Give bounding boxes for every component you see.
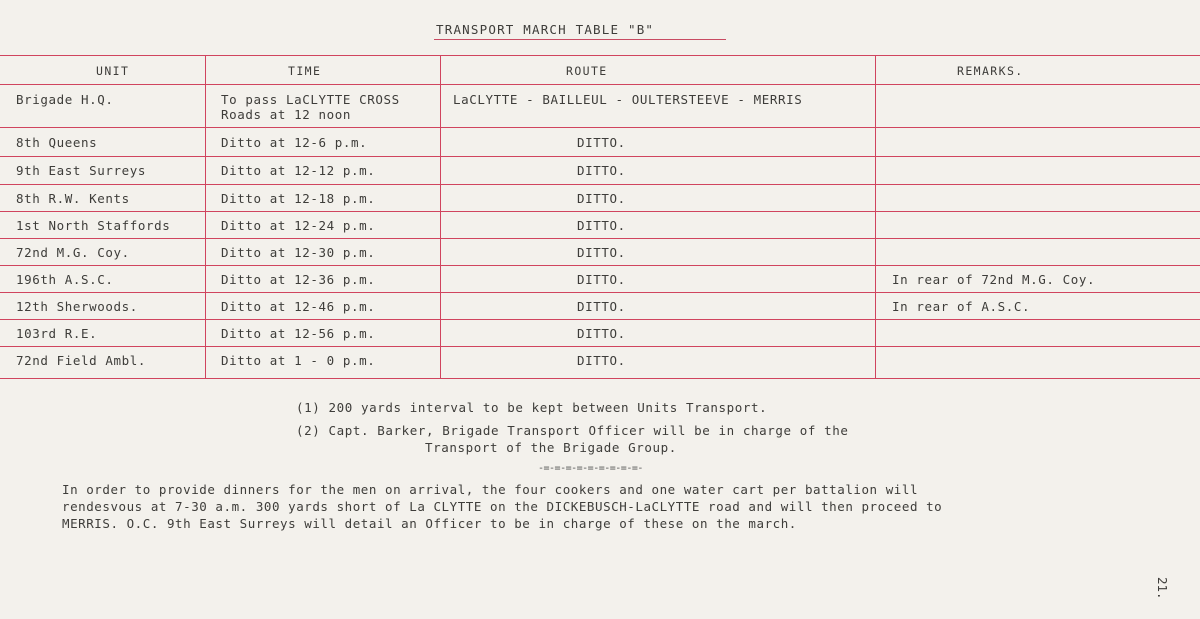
title-underline: [434, 39, 726, 40]
paragraph-line: MERRIS. O.C. 9th East Surreys will detail an Officer to be in charge of these on the march.: [62, 516, 797, 531]
row-route: LaCLYTTE - BAILLEUL - OULTERSTEEVE - MERRIS: [453, 92, 803, 107]
row-unit: Brigade H.Q.: [16, 92, 114, 107]
row-remarks: In rear of 72nd M.G. Coy.: [892, 272, 1096, 287]
paragraph-line: rendesvous at 7-30 a.m. 300 yards short of La CLYTTE on the DICKEBUSCH-LaCLYTTE road and will then proceed to: [62, 499, 943, 514]
header-remarks: REMARKS.: [957, 64, 1024, 78]
row-time: Ditto at 12-30 p.m.: [221, 245, 376, 260]
row-time: Ditto at 1 - 0 p.m.: [221, 353, 376, 368]
row-time: Ditto at 12-56 p.m.: [221, 326, 376, 341]
row-time: Ditto at 12-46 p.m.: [221, 299, 376, 314]
note-2-continued: Transport of the Brigade Group.: [425, 440, 677, 455]
row-unit: 196th A.S.C.: [16, 272, 114, 287]
row-unit: 8th Queens: [16, 135, 98, 150]
row-route: DITTO.: [577, 135, 626, 150]
row-route: DITTO.: [577, 163, 626, 178]
table-rule: [0, 55, 1200, 56]
table-rule: [0, 378, 1200, 379]
row-time: Ditto at 12-18 p.m.: [221, 191, 376, 206]
row-unit: 12th Sherwoods.: [16, 299, 138, 314]
table-rule: [0, 127, 1200, 128]
table-rule: [0, 211, 1200, 212]
table-rule: [0, 84, 1200, 85]
header-route: ROUTE: [566, 64, 608, 78]
table-rule: [0, 184, 1200, 185]
row-route: DITTO.: [577, 218, 626, 233]
section-divider: -=-=-=-=-=-=-=-=-=-: [538, 463, 643, 474]
row-route: DITTO.: [577, 353, 626, 368]
row-unit: 103rd R.E.: [16, 326, 98, 341]
page-number: 21.: [1155, 577, 1170, 600]
row-time: Ditto at 12-6 p.m.: [221, 135, 368, 150]
row-time: To pass LaCLYTTE CROSS: [221, 92, 400, 107]
table-rule: [0, 238, 1200, 239]
note-1: (1) 200 yards interval to be kept between Units Transport.: [296, 400, 768, 415]
row-route: DITTO.: [577, 245, 626, 260]
note-2: (2) Capt. Barker, Brigade Transport Officer will be in charge of the: [296, 423, 849, 438]
row-unit: 72nd M.G. Coy.: [16, 245, 130, 260]
header-time: TIME: [288, 64, 322, 78]
row-route: DITTO.: [577, 191, 626, 206]
table-rule: [0, 319, 1200, 320]
column-rule: [440, 55, 441, 378]
row-time: Ditto at 12-36 p.m.: [221, 272, 376, 287]
column-rule: [205, 55, 206, 378]
row-unit: 72nd Field Ambl.: [16, 353, 147, 368]
instructions-paragraph: [62, 481, 942, 532]
row-unit: 9th East Surreys: [16, 163, 147, 178]
table-rule: [0, 265, 1200, 266]
row-unit: 1st North Staffords: [16, 218, 171, 233]
row-time: Ditto at 12-12 p.m.: [221, 163, 376, 178]
row-unit: 8th R.W. Kents: [16, 191, 130, 206]
row-route: DITTO.: [577, 326, 626, 341]
table-rule: [0, 156, 1200, 157]
row-route: DITTO.: [577, 299, 626, 314]
header-unit: UNIT: [96, 64, 130, 78]
row-remarks: In rear of A.S.C.: [892, 299, 1031, 314]
row-time: Ditto at 12-24 p.m.: [221, 218, 376, 233]
paragraph-line: In order to provide dinners for the men on arrival, the four cookers and one water cart per battalion will: [62, 482, 919, 497]
row-time-continued: Roads at 12 noon: [221, 107, 352, 122]
row-route: DITTO.: [577, 272, 626, 287]
column-rule: [875, 55, 876, 378]
table-rule: [0, 346, 1200, 347]
table-rule: [0, 292, 1200, 293]
document-title: TRANSPORT MARCH TABLE "B": [436, 22, 655, 37]
